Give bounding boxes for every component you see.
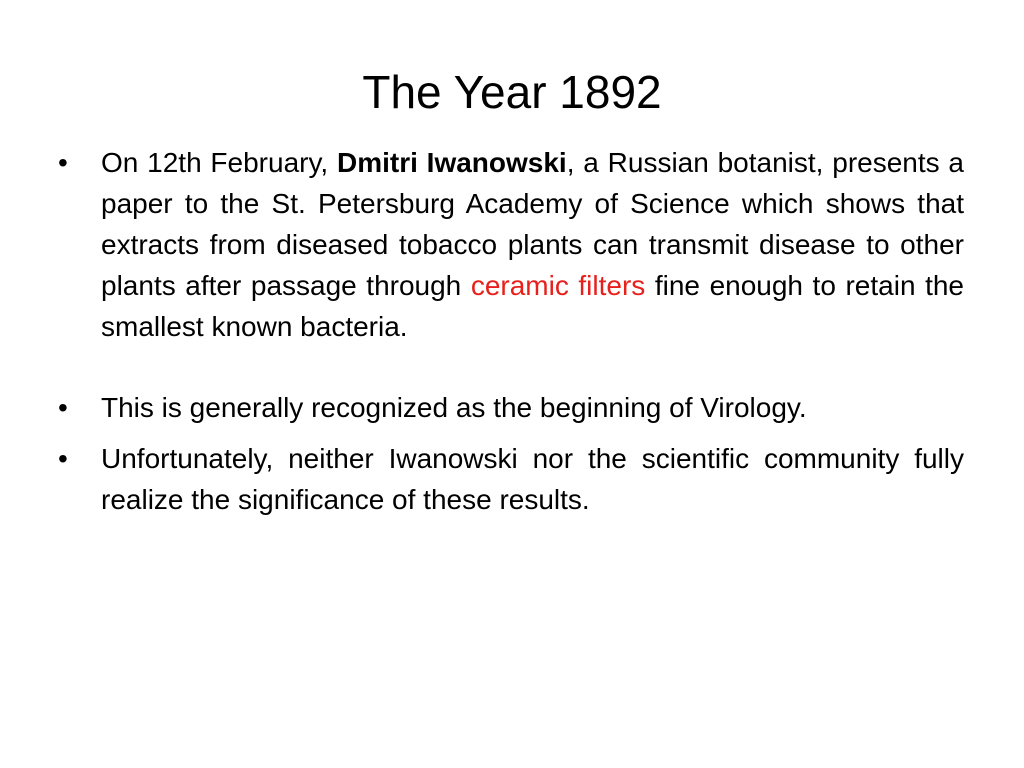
bullet-item-significance xyxy=(58,438,964,520)
slide-title: The Year 1892 xyxy=(362,66,662,118)
bullet-text: Unfortunately, neither Iwanowski nor the scientific community fully realize the significance of these results. xyxy=(101,443,964,515)
bullet-bold-name: Dmitri Iwanowski xyxy=(336,147,567,178)
bullet-item-beginning-of-virology xyxy=(58,387,964,428)
bullet-list xyxy=(58,142,964,520)
bullet-text: This is generally recognized as the beginning of Virology. xyxy=(101,392,807,423)
bullet-text-before: On 12th February, xyxy=(101,147,337,178)
bullet-dot-icon: • xyxy=(58,147,68,178)
bullet-highlight-ceramic-filters: ceramic filters xyxy=(470,270,646,301)
bullet-item-iwanowski-paper xyxy=(58,142,964,347)
bullet-dot-icon: • xyxy=(58,392,68,423)
bullet-text-middle: , a Russian botanist, presents a paper to the St. Petersburg Academy of Science which shows that extracts from diseased tobacco plants can transmit disease to other plants after passage through xyxy=(101,147,965,301)
bullet-text-after: fine enough to retain the smallest known bacteria. xyxy=(101,270,964,342)
bullet-dot-icon: • xyxy=(58,443,68,474)
